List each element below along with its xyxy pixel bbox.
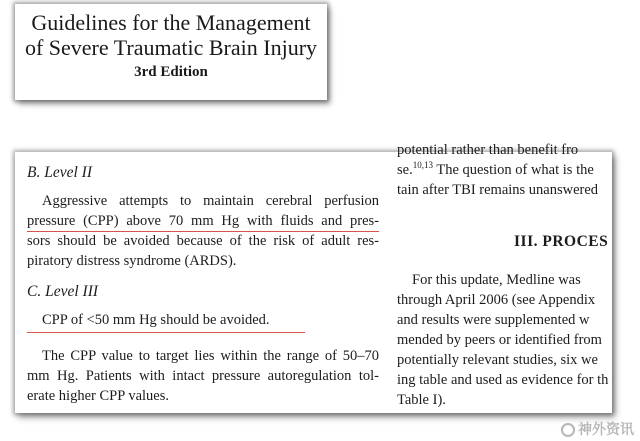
text-fragment: se. [397,162,413,178]
highlight-underline [27,231,379,232]
text-line: pressure (CPP) above 70 mm Hg with fluids and pres- [27,213,379,229]
watermark [561,419,634,439]
text-line: sors should be avoided because of the risk of adult res- [27,233,379,249]
watermark-text: 神外资讯 [578,422,634,438]
document-excerpt [15,142,612,413]
text-line: tain after TBI remains unanswered [397,182,599,198]
cutoff-text-line: potential rather than benefit fro [397,142,579,158]
text-line: through April 2006 (see Appendix [397,292,596,308]
text-line: Aggressive attempts to maintain cerebral perfusion [42,193,379,209]
section-heading-process: III. PROCES [514,233,609,250]
title-line-1: Guidelines for the Management [31,10,311,35]
text-line: mm Hg. Patients with intact pressure autoregulation tol- [27,368,379,384]
title-line-2: of Severe Traumatic Brain Injury [24,35,318,60]
edition-label: 3rd Edition [134,64,208,80]
heading-level-iii: C. Level III [27,283,99,300]
text-fragment: The question of what is the [432,162,594,178]
text-line: mended by peers or identified from [397,332,602,348]
text-line: The CPP value to target lies within the range of 50–70 [42,348,379,364]
heading-level-ii: B. Level II [27,164,92,181]
citation-superscript: 10,13 [412,160,433,171]
text-line: For this update, Medline was [412,272,581,288]
text-line: erate higher CPP values. [27,388,170,404]
paragraph-cpp-range [27,346,379,406]
text-line [397,160,594,180]
highlight-underline [27,332,305,333]
book-title-card [15,4,327,100]
text-line: and results were supplemented w [397,312,590,328]
text-line: piratory distress syndrome (ARDS). [27,253,237,269]
paragraph-level-iii [27,310,379,330]
watermark-logo-icon [561,423,575,437]
text-line: CPP of <50 mm Hg should be avoided. [42,312,270,328]
text-line: Table I). [397,392,446,408]
text-line: ing table and used as evidence for th [397,372,609,388]
text-line: potentially relevant studies, six we [397,352,598,368]
